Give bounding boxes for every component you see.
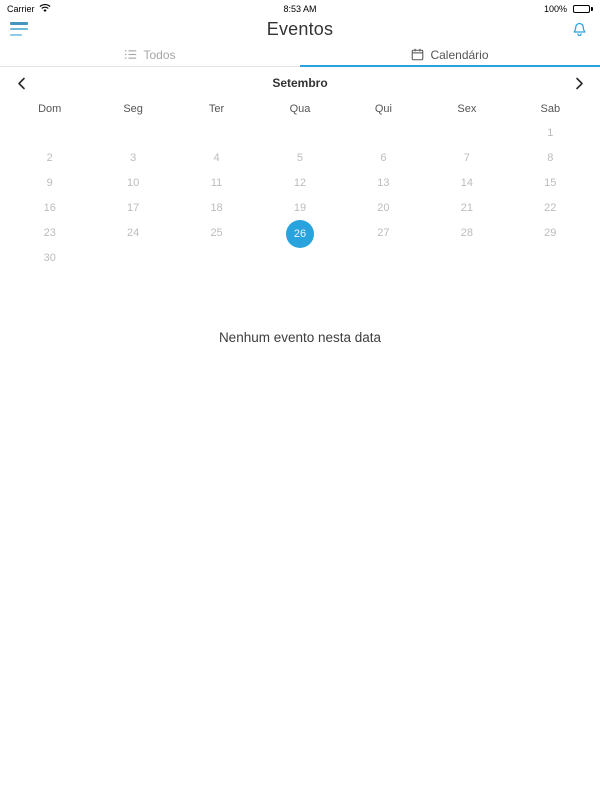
selected-day-number: 26 (286, 220, 314, 248)
day-number: 16 (43, 202, 56, 214)
calendar-day-cell[interactable] (342, 221, 425, 246)
calendar-day-empty (342, 121, 425, 146)
clock: 8:53 AM (283, 3, 317, 14)
calendar-day-empty (342, 246, 425, 271)
calendar-day-cell[interactable] (342, 171, 425, 196)
empty-state (0, 329, 600, 347)
weekday-sex: Sex (457, 103, 477, 115)
chevron-left-icon (17, 77, 26, 90)
calendar-day-cell[interactable] (509, 196, 592, 221)
calendar-day-cell[interactable] (8, 196, 91, 221)
weekday-dom: Dom (38, 103, 62, 115)
day-number: 25 (210, 227, 223, 239)
day-number: 29 (544, 227, 557, 239)
bell-icon (571, 21, 588, 38)
calendar-day-cell[interactable] (8, 171, 91, 196)
weekday-ter: Ter (208, 103, 225, 115)
weekday-qua: Qua (289, 103, 311, 115)
calendar-day-empty (509, 246, 592, 271)
calendar-day-cell[interactable] (258, 146, 341, 171)
day-number: 3 (130, 152, 137, 164)
calendar-day-empty (425, 246, 508, 271)
next-month-button[interactable] (570, 74, 588, 92)
calendar-day-cell[interactable] (175, 221, 258, 246)
weekday-seg: Seg (123, 103, 143, 115)
day-number: 1 (547, 127, 554, 139)
calendar-day-cell[interactable] (509, 146, 592, 171)
notifications-button[interactable] (568, 18, 590, 40)
battery-icon (571, 5, 593, 13)
weekday-sab: Sab (540, 103, 561, 115)
calendar-day-cell[interactable] (509, 121, 592, 146)
day-number: 13 (377, 177, 390, 189)
calendar-day-empty (175, 121, 258, 146)
calendar-day-cell[interactable] (91, 146, 174, 171)
calendar-day-cell[interactable] (425, 196, 508, 221)
empty-state-message: Nenhum evento nesta data (218, 330, 382, 345)
tab-bar (0, 43, 600, 67)
tab-todos-label: Todos (143, 47, 176, 62)
carrier-label: Carrier (7, 3, 35, 14)
day-number: 23 (43, 227, 56, 239)
calendar-grid (0, 121, 600, 271)
calendar-day-empty (258, 121, 341, 146)
calendar-day-cell[interactable] (91, 196, 174, 221)
day-number: 15 (544, 177, 557, 189)
day-number: 12 (293, 177, 307, 189)
day-number: 18 (210, 202, 223, 214)
calendar-day-cell[interactable] (8, 246, 91, 271)
calendar-day-cell[interactable] (425, 221, 508, 246)
day-number: 5 (296, 152, 304, 164)
weekday-qui: Qui (374, 103, 392, 115)
day-number: 6 (380, 152, 387, 164)
menu-button[interactable] (10, 22, 30, 36)
calendar-day-cell[interactable] (175, 171, 258, 196)
calendar-day-empty (258, 246, 341, 271)
weekday-header-row (0, 103, 600, 119)
calendar-day-cell[interactable] (91, 221, 174, 246)
day-number: 20 (377, 202, 390, 214)
calendar-day-cell[interactable] (175, 196, 258, 221)
day-number: 10 (127, 177, 140, 189)
day-number: 9 (46, 177, 53, 189)
day-number: 30 (43, 252, 56, 264)
day-number: 28 (460, 227, 473, 239)
day-number: 8 (547, 152, 554, 164)
calendar-day-cell[interactable] (342, 146, 425, 171)
page-title: Eventos (266, 18, 334, 39)
day-number: 17 (127, 202, 140, 214)
header (0, 15, 600, 43)
calendar-day-cell[interactable] (425, 171, 508, 196)
day-number: 21 (460, 202, 473, 214)
day-number: 24 (127, 227, 140, 239)
calendar-icon (411, 48, 424, 61)
day-number: 2 (46, 152, 53, 164)
calendar-day-empty (175, 246, 258, 271)
day-number: 19 (293, 202, 307, 214)
calendar-day-cell[interactable] (258, 196, 341, 221)
wifi-icon (39, 4, 51, 13)
calendar-day-empty (91, 121, 174, 146)
calendar-day-cell[interactable] (8, 146, 91, 171)
tab-calendario[interactable] (300, 43, 600, 66)
calendar-day-empty (91, 246, 174, 271)
calendar-day-empty (425, 121, 508, 146)
calendar-day-cell[interactable] (8, 221, 91, 246)
calendar-day-cell[interactable] (342, 196, 425, 221)
day-number: 14 (460, 177, 473, 189)
calendar-day-cell[interactable] (509, 171, 592, 196)
calendar-day-cell[interactable] (175, 146, 258, 171)
calendar-day-cell[interactable] (509, 221, 592, 246)
list-icon (124, 48, 137, 61)
day-number: 7 (463, 152, 470, 164)
day-number: 11 (210, 177, 223, 189)
day-number: 27 (377, 227, 390, 239)
calendar-day-cell[interactable] (258, 221, 341, 246)
day-number: 4 (213, 152, 220, 164)
month-nav (0, 69, 600, 97)
battery-percent: 100% (543, 3, 567, 14)
month-label: Setembro (272, 76, 328, 90)
status-bar (0, 0, 600, 15)
calendar-day-cell[interactable] (258, 171, 341, 196)
calendar-day-cell[interactable] (425, 146, 508, 171)
tab-calendario-label: Calendário (430, 47, 489, 62)
prev-month-button[interactable] (12, 74, 30, 92)
chevron-right-icon (575, 77, 584, 90)
day-number: 22 (544, 202, 557, 214)
tab-todos[interactable] (0, 43, 300, 66)
calendar-day-cell[interactable] (91, 171, 174, 196)
calendar-day-empty (8, 121, 91, 146)
